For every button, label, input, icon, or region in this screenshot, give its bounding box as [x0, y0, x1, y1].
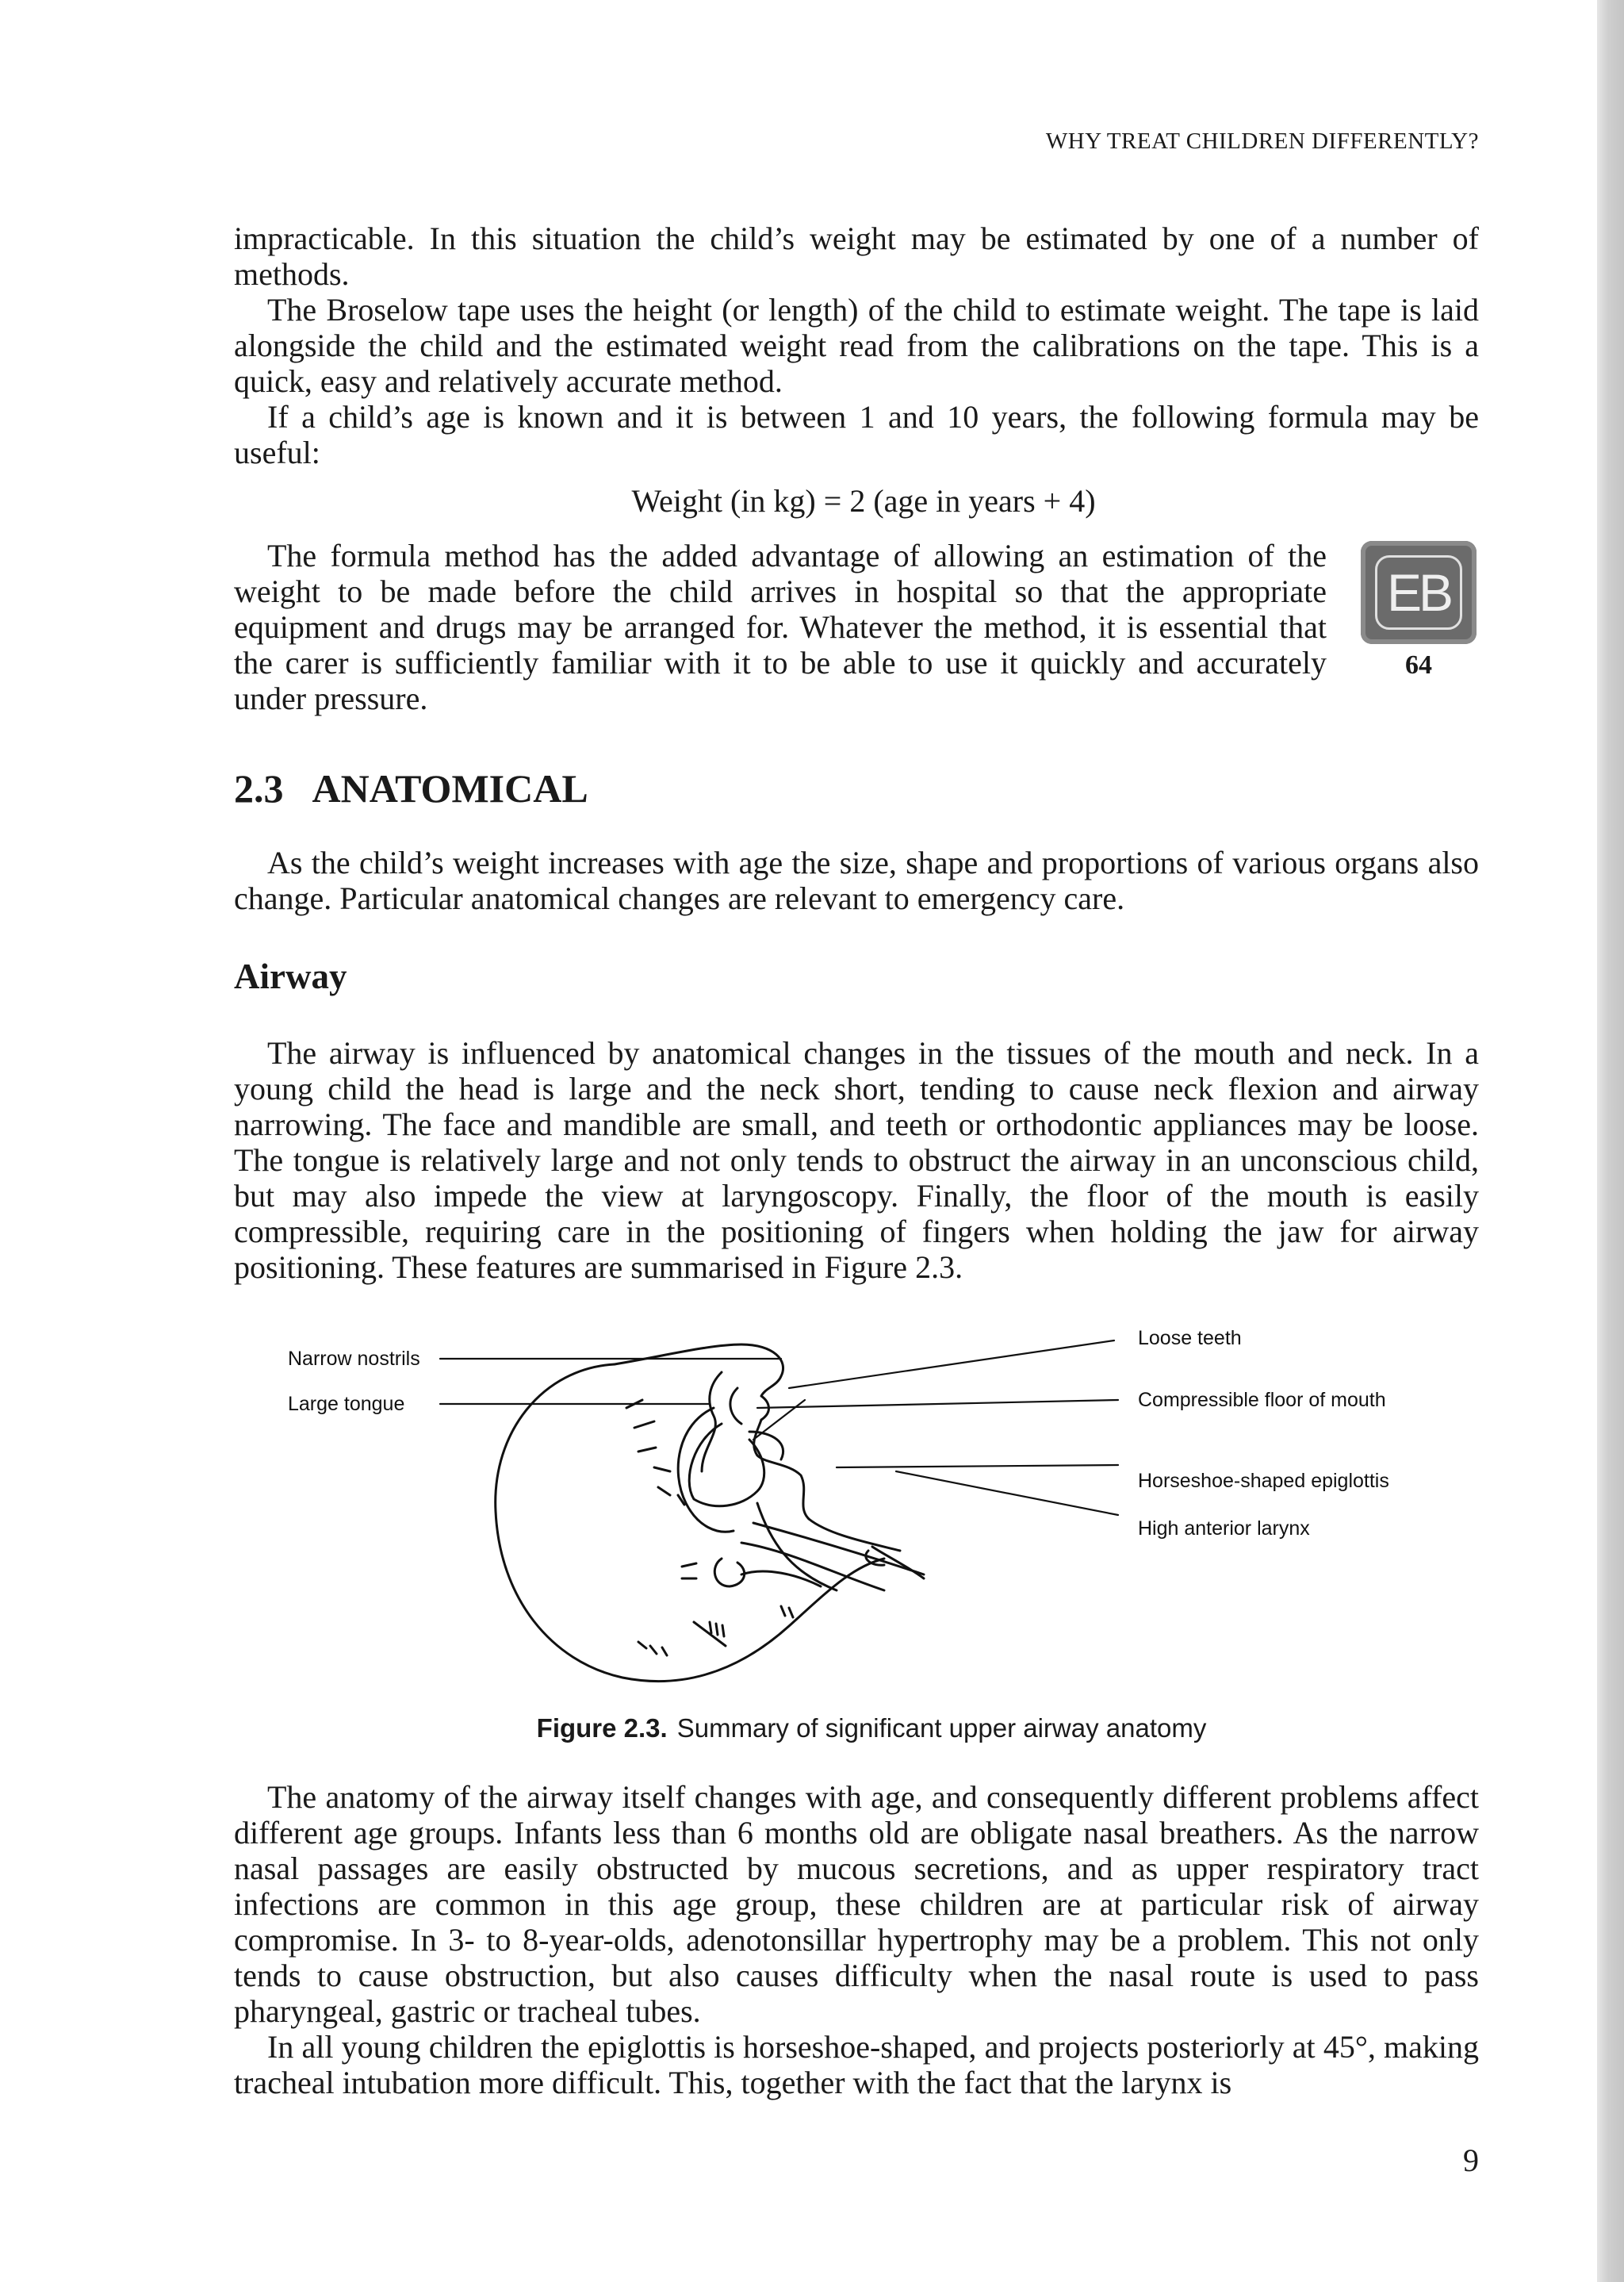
page-edge-shadow: [1597, 0, 1624, 2282]
paragraph: The Broselow tape uses the height (or length) of the child to estimate weight. The tape is laid alongside the child and the estimated weight read from the calibrations on the tape. This is a quick, easy and relatively accurate method.: [234, 292, 1479, 399]
section-number: 2.3: [234, 766, 284, 811]
text-block-anatomical: [234, 845, 1479, 916]
badge-text: EB: [1375, 555, 1462, 630]
label-narrow-nostrils: Narrow nostrils: [288, 1348, 420, 1370]
badge-page-reference: 64: [1405, 650, 1432, 680]
text-block-airway: [234, 1035, 1479, 1285]
head-profile-drawing: [282, 1313, 1439, 1693]
section-heading: [234, 765, 588, 811]
weight-formula: Weight (in kg) = 2 (age in years + 4): [631, 483, 1096, 519]
paragraph: The airway is influenced by anatomical changes in the tissues of the mouth and neck. In a young child the head is large and the neck short, tending to cause neck flexion and airway narrowing. The face and mandible are small, and teeth or orthodontic appliances may be loose. The tongue is relatively large and not only tends to obstruct the airway in an unconscious child, but may also impede the view at laryngoscopy. Finally, the floor of the mouth is easily compressible, requiring care in the positioning of fingers when holding the jaw for airway positioning. These features are summarised in Figure 2.3.: [234, 1035, 1479, 1285]
paragraph: If a child’s age is known and it is between 1 and 10 years, the following formula may be useful:: [234, 399, 1479, 470]
paragraph: impracticable. In this situation the child’s weight may be estimated by one of a number of methods.: [234, 221, 1479, 292]
label-horseshoe-epiglottis: Horseshoe-shaped epiglottis: [1138, 1470, 1389, 1492]
paragraph: The formula method has the added advantage of allowing an estimation of the weight to be made before the child arrives in hospital so that the appropriate equipment and drugs may be arranged for. Whatever the method, it is essential that the carer is sufficiently familiar with it to be able to use it quickly and accurately under pressure.: [234, 538, 1327, 716]
subheading-airway: Airway: [234, 957, 347, 996]
caption-text: Summary of significant upper airway anatomy: [676, 1713, 1207, 1743]
text-block-bottom: [234, 1779, 1479, 2100]
section-title: ANATOMICAL: [312, 766, 588, 811]
airway-anatomy-figure: [282, 1313, 1439, 1693]
label-high-anterior-larynx: High anterior larynx: [1138, 1517, 1310, 1540]
label-loose-teeth: Loose teeth: [1138, 1327, 1242, 1349]
figure-caption: [0, 1713, 1624, 1743]
label-compressible-floor: Compressible floor of mouth: [1138, 1389, 1386, 1411]
paragraph: In all young children the epiglottis is horseshoe-shaped, and projects posteriorly at 45°, making tracheal intubation more difficult. This, together with the fact that the larynx is: [234, 2029, 1479, 2100]
text-block-formula-method: [234, 538, 1327, 716]
evidence-badge-icon: [1361, 541, 1477, 644]
paragraph: The anatomy of the airway itself changes with age, and consequently different problems affect different age groups. Infants less than 6 months old are obligate nasal breathers. As the narrow nasal passages are easily obstructed by mucous secretions, and as upper respiratory tract infections are common in this age group, these children are at particular risk of airway compromise. In 3- to 8-year-olds, adenotonsillar hypertrophy may be a problem. This not only tends to cause obstruction, but also causes difficulty when the nasal route is used to pass pharyngeal, gastric or tracheal tubes.: [234, 1779, 1479, 2029]
page-number: 9: [1463, 2142, 1479, 2178]
paragraph: As the child’s weight increases with age the size, shape and proportions of various organs also change. Particular anatomical changes are relevant to emergency care.: [234, 845, 1479, 916]
caption-number: Figure 2.3.: [536, 1713, 668, 1743]
running-head: WHY TREAT CHILDREN DIFFERENTLY?: [1045, 128, 1479, 154]
label-large-tongue: Large tongue: [288, 1393, 405, 1415]
text-block-top: [234, 221, 1479, 470]
